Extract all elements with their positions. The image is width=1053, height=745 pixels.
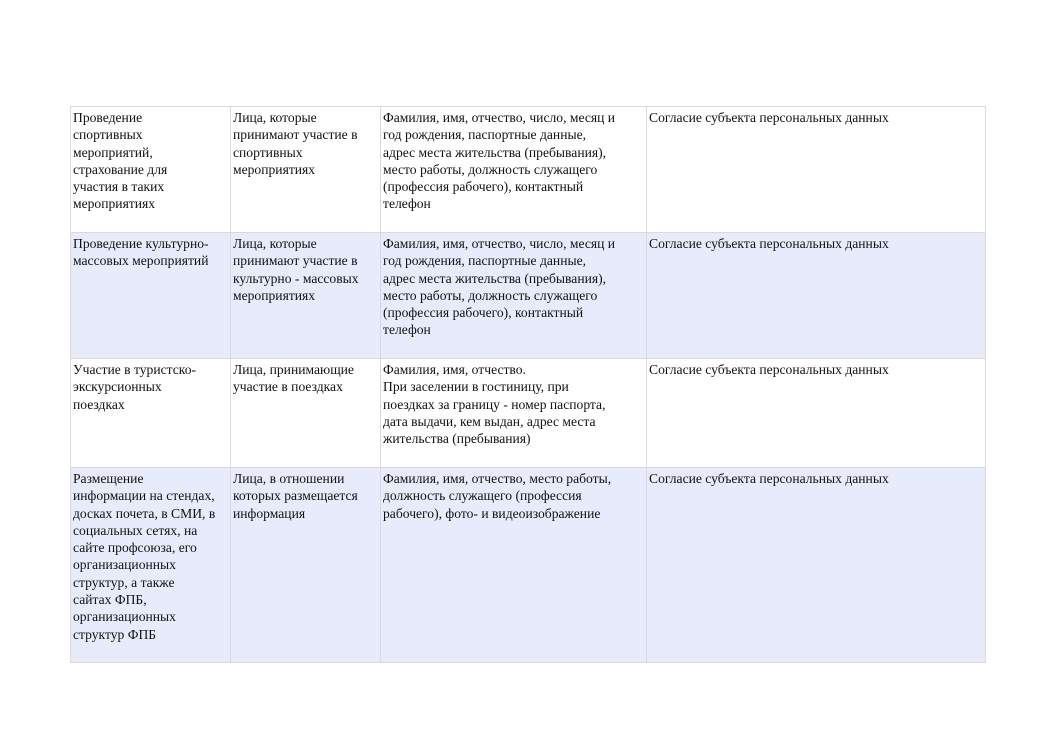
- data-categories-cell: Фамилия, имя, отчество, число, месяц и год рождения, паспортные данные, адрес места жительства (пребывания), место работы, должность служащего (профессия рабочего), контактный телефон: [381, 107, 647, 233]
- data-categories-cell: Фамилия, имя, отчество, число, месяц и год рождения, паспортные данные, адрес места жительства (пребывания), место работы, должность служащего (профессия рабочего), контактный телефон: [381, 233, 647, 359]
- subjects-cell: Лица, принимающие участие в поездках: [231, 359, 381, 468]
- data-categories-cell: Фамилия, имя, отчество, место работы, должность служащего (профессия рабочего), фото- и видеоизображение: [381, 468, 647, 663]
- personal-data-table: [70, 106, 986, 663]
- purpose-cell: Проведение культурно- массовых мероприятий: [71, 233, 231, 359]
- purpose-cell: Участие в туристско- экскурсионных поездках: [71, 359, 231, 468]
- legal-basis-cell: Согласие субъекта персональных данных: [647, 468, 986, 663]
- purpose-cell: Размещение информации на стендах, досках почета, в СМИ, в социальных сетях, на сайте профсоюза, его организационных структур, а также сайтах ФПБ, организационных структур ФПБ: [71, 468, 231, 663]
- table-row: [71, 107, 986, 233]
- table-row: [71, 468, 986, 663]
- table-row: [71, 233, 986, 359]
- subjects-cell: Лица, которые принимают участие в культурно - массовых мероприятиях: [231, 233, 381, 359]
- legal-basis-cell: Согласие субъекта персональных данных: [647, 359, 986, 468]
- legal-basis-cell: Согласие субъекта персональных данных: [647, 107, 986, 233]
- legal-basis-cell: Согласие субъекта персональных данных: [647, 233, 986, 359]
- subjects-cell: Лица, которые принимают участие в спортивных мероприятиях: [231, 107, 381, 233]
- subjects-cell: Лица, в отношении которых размещается информация: [231, 468, 381, 663]
- purpose-cell: Проведение спортивных мероприятий, страхование для участия в таких мероприятиях: [71, 107, 231, 233]
- table-row: [71, 359, 986, 468]
- data-categories-cell: Фамилия, имя, отчество. При заселении в гостиницу, при поездках за границу - номер паспорта, дата выдачи, кем выдан, адрес места жительства (пребывания): [381, 359, 647, 468]
